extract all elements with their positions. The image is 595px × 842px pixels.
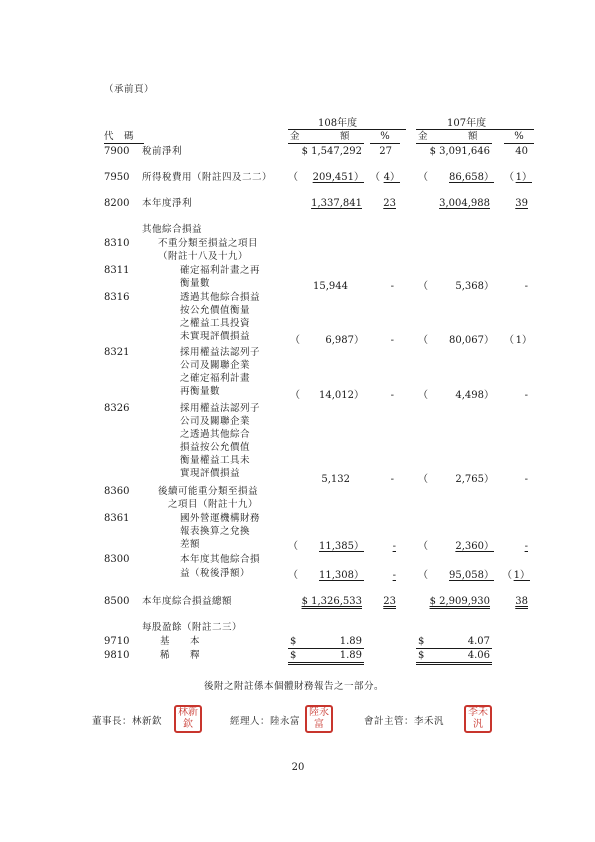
pct-107-8200: 39: [515, 198, 528, 209]
label-8316-line3: 之權益工具投資: [180, 318, 251, 329]
eps-rule-107-c: [416, 664, 492, 665]
label-8316-line4: 未實現評價損益: [180, 331, 251, 342]
pct-107-8326: -: [524, 474, 528, 485]
label-8500: 本年度綜合損益總額: [142, 596, 233, 607]
open-paren-107-8311: （: [418, 281, 428, 292]
header-year-108: 108年度: [318, 118, 358, 129]
signature-chairman: 董事長：林新欽: [92, 716, 163, 727]
label-8326-line2: 公司及關聯企業: [180, 416, 251, 427]
amount-108-8200: 1,337,841: [311, 198, 362, 209]
signature-manager: 經理人：陸永富: [230, 716, 301, 727]
dollar-108-9810: $: [290, 650, 297, 661]
amount-107-7950: 86,658）: [449, 172, 494, 183]
open-paren-pct-108-7950: （: [370, 172, 380, 183]
pct-107-8361: -: [524, 541, 528, 552]
pct-108-8300: -: [392, 570, 396, 581]
amount-107-8300: 95,058）: [449, 570, 494, 581]
amount-108-8316: 6,987）: [325, 335, 364, 346]
label-9710: 基 本: [160, 636, 201, 647]
code-8316: 8316: [104, 292, 130, 303]
label-7900: 稅前淨利: [142, 146, 183, 157]
open-paren-108-7950: （: [288, 172, 298, 183]
page-number: 20: [291, 762, 305, 773]
label-8310-line1: 不重分類至損益之項目: [158, 238, 259, 249]
header-code: 代 碼: [104, 131, 135, 142]
pct-108-8361: -: [392, 541, 396, 552]
amount-107-8200: 3,004,988: [439, 198, 490, 209]
pct-107-7950: 1）: [515, 172, 532, 183]
pct-107-7900: 40: [515, 146, 528, 157]
header-pct-107: %: [514, 131, 524, 142]
label-8326-line5: 衡量權益工具未: [180, 455, 251, 466]
label-8326-line6: 實現評價損益: [180, 468, 241, 479]
pct-108-7950: 4）: [383, 172, 400, 183]
code-9810: 9810: [104, 650, 130, 661]
pct-108-8316: -: [390, 335, 394, 346]
open-paren-108-8361: （: [288, 541, 298, 552]
amount-108-8361: 11,385）: [319, 541, 364, 552]
amount-108-8311: 15,944: [313, 281, 348, 292]
code-8361: 8361: [104, 513, 130, 524]
label-8311-line1: 確定福利計畫之再: [180, 265, 261, 276]
pct-108-8326: -: [390, 474, 394, 485]
open-paren-107-8316: （: [418, 335, 428, 346]
open-paren-pct-107-8316: （: [504, 335, 514, 346]
label-8311-line2: 衡量數: [180, 278, 211, 289]
amount-107-8311: 5,368）: [455, 281, 494, 292]
amount-107-7900: $ 3,091,646: [429, 146, 490, 157]
open-paren-107-8326: （: [418, 474, 428, 485]
amount-108-8321: 14,012）: [319, 390, 364, 401]
label-8360-line1: 後續可能重分類至損益: [158, 486, 259, 497]
code-8360: 8360: [104, 486, 130, 497]
label-8321-line1: 採用權益法認列子: [180, 347, 261, 358]
signature-accountant: 會計主管：李禾汎: [364, 716, 445, 727]
amount-108-9810: 1.89: [339, 650, 362, 661]
amount-108-8500: $ 1,326,533: [301, 596, 362, 607]
pct-108-8321: -: [390, 390, 394, 401]
label-8361-line1: 國外營運機構財務: [180, 513, 261, 524]
pct-107-8321: -: [524, 390, 528, 401]
dollar-107-9710: $: [418, 636, 425, 647]
amount-107-8316: 80,067）: [449, 335, 494, 346]
chairman-seal: 林新欽: [174, 705, 202, 733]
amount-108-8326: 5,132: [321, 474, 350, 485]
open-paren-107-7950: （: [418, 172, 428, 183]
continued-label: （承前頁）: [104, 84, 155, 95]
dollar-108-9710: $: [290, 636, 297, 647]
amount-108-7900: $ 1,547,292: [301, 146, 362, 157]
pct-108-7900: 27: [379, 146, 392, 157]
code-8300: 8300: [104, 554, 130, 565]
pct-107-8500: 38: [515, 596, 528, 607]
header-pct-108: %: [380, 131, 390, 142]
code-9710: 9710: [104, 636, 130, 647]
pct-107-8300: 1）: [513, 570, 530, 581]
open-paren-108-8316: （: [290, 335, 300, 346]
code-rule: [104, 143, 144, 144]
eps-rule-108-b: [288, 662, 364, 663]
label-9810: 稀 釋: [160, 650, 201, 661]
amount-rule-107: [416, 143, 492, 144]
accountant-seal: 李禾汎: [464, 705, 492, 733]
manager-seal: 陸永富: [305, 705, 333, 733]
header-rule-108: [288, 129, 406, 130]
open-paren-107-8361: （: [418, 541, 428, 552]
eps-heading: 每股盈餘（附註二三）: [142, 622, 243, 633]
label-8300-line2: 益（稅後淨額）: [180, 568, 251, 579]
amount-107-8321: 4,498）: [455, 390, 494, 401]
amount-107-9810: 4.06: [467, 650, 490, 661]
pct-rule-107: [504, 143, 534, 144]
eps-rule-108-c: [288, 664, 364, 665]
label-8321-line3: 之確定福利計畫: [180, 373, 251, 384]
code-8200: 8200: [104, 198, 130, 209]
amount-107-8500: $ 2,909,930: [429, 596, 490, 607]
label-8361-line3: 差額: [180, 539, 201, 550]
label-8361-line2: 報表換算之兌換: [180, 526, 251, 537]
eps-rule-108-a: [288, 648, 364, 649]
open-paren-107-8300: （: [418, 570, 428, 581]
code-8321: 8321: [104, 347, 130, 358]
amount-107-9710: 4.07: [467, 636, 490, 647]
open-paren-108-8321: （: [290, 390, 300, 401]
code-8310: 8310: [104, 238, 130, 249]
footnote: 後附之附註係本個體財務報告之一部分。: [204, 681, 385, 692]
open-paren-107-8321: （: [418, 390, 428, 401]
open-paren-108-8300: （: [288, 570, 298, 581]
oci-heading: 其他綜合損益: [142, 224, 203, 235]
code-7950: 7950: [104, 172, 130, 183]
open-paren-pct-107-8300: （: [502, 570, 512, 581]
label-8300-line1: 本年度其他綜合損: [180, 554, 261, 565]
amount-108-9710: 1.89: [339, 636, 362, 647]
label-8326-line1: 採用權益法認列子: [180, 403, 261, 414]
label-8360-line2: 之項目（附註十九）: [168, 499, 259, 510]
amount-rule-108: [288, 143, 364, 144]
header-year-107: 107年度: [447, 118, 487, 129]
code-8326: 8326: [104, 403, 130, 414]
label-8321-line4: 再衡量數: [180, 386, 221, 397]
code-8311: 8311: [104, 265, 130, 276]
label-8326-line4: 損益按公允價值: [180, 442, 251, 453]
label-8321-line2: 公司及關聯企業: [180, 360, 251, 371]
pct-107-8311: -: [524, 281, 528, 292]
code-7900: 7900: [104, 146, 130, 157]
header-amount-107: 金 額: [418, 131, 479, 142]
pct-108-8200: 23: [383, 198, 396, 209]
label-8316-line2: 按公允價值衡量: [180, 305, 251, 316]
pct-rule-108: [370, 143, 400, 144]
label-8200: 本年度淨利: [142, 198, 193, 209]
header-amount-108: 金 額: [290, 131, 351, 142]
eps-rule-107-b: [416, 662, 492, 663]
label-7950: 所得稅費用（附註四及二二）: [142, 172, 273, 183]
label-8326-line3: 之透過其他綜合: [180, 429, 251, 440]
header-rule-107: [416, 129, 534, 130]
amount-107-8361: 2,360）: [455, 541, 494, 552]
open-paren-pct-107-7950: （: [504, 172, 514, 183]
amount-108-8300: 11,308）: [319, 570, 364, 581]
amount-107-8326: 2,765）: [455, 474, 494, 485]
pct-108-8500: 23: [383, 596, 396, 607]
pct-107-8316: 1）: [515, 335, 532, 346]
amount-108-7950: 209,451）: [312, 172, 364, 183]
label-8310-line2: （附註十八及十九）: [158, 251, 249, 262]
code-8500: 8500: [104, 596, 130, 607]
eps-rule-107-a: [416, 648, 492, 649]
dollar-107-9810: $: [418, 650, 425, 661]
label-8316-line1: 透過其他綜合損益: [180, 292, 261, 303]
pct-108-8311: -: [390, 281, 394, 292]
